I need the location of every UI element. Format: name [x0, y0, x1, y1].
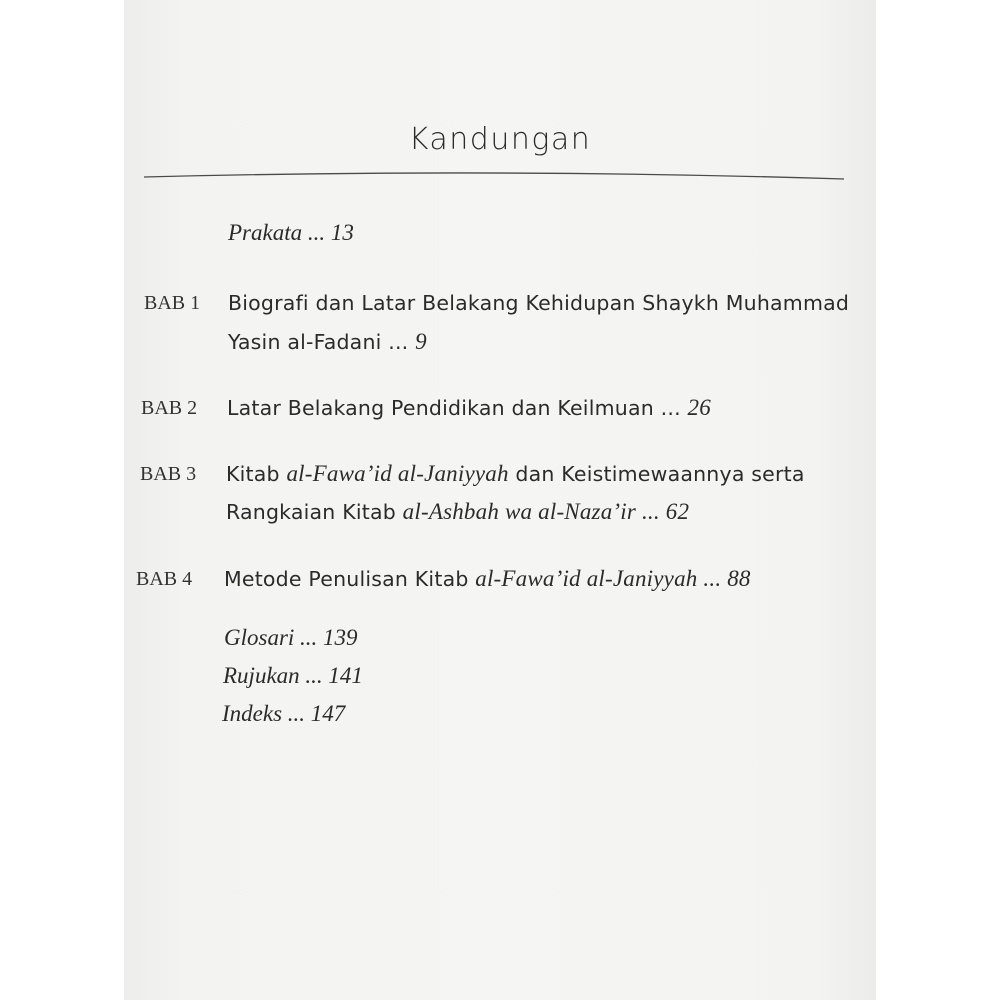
- chapter-label: BAB 2: [141, 397, 198, 419]
- chapter-title-line-1: Biografi dan Latar Belakang Kehidupan Shaykh Muhammad: [228, 291, 850, 315]
- chapter-label: BAB 3: [140, 463, 197, 485]
- title-underline: [144, 170, 844, 182]
- toc-prakata: Prakata ... 13: [228, 220, 354, 245]
- chapter-title-line-1: [226, 456, 805, 492]
- page-title: Kandungan: [408, 122, 592, 157]
- toc-entry-bab-4: [136, 561, 856, 601]
- toc-glosari: Glosari ... 139: [224, 625, 358, 650]
- chapter-title-line-1: [227, 390, 711, 426]
- chapter-title-line-2: [226, 494, 689, 530]
- chapter-label: BAB 4: [136, 568, 193, 590]
- chapter-book-title: al-Fawa’id al-Janiyyah: [286, 461, 509, 486]
- chapter-page-number: 26: [687, 395, 711, 420]
- chapter-title-text: Rangkaian Kitab: [226, 500, 403, 524]
- chapter-book-title-page: al-Fawa’id al-Janiyyah ... 88: [475, 566, 751, 591]
- chapter-title-text: Metode Penulisan Kitab: [224, 567, 476, 591]
- chapter-title-text-a: Kitab: [226, 462, 287, 486]
- chapter-title-text-b: dan Keistimewaannya serta: [508, 462, 805, 486]
- toc-entry-bab-1: [144, 285, 864, 365]
- chapter-label: BAB 1: [144, 292, 201, 314]
- toc-rujukan: Rujukan ... 141: [223, 663, 363, 688]
- chapter-title-line-2: [228, 324, 427, 360]
- chapter-title-text: Yasin al-Fadani ...: [228, 330, 416, 354]
- toc-indeks: Indeks ... 147: [222, 701, 346, 726]
- book-page: [124, 0, 876, 1000]
- toc-entry-bab-2: [141, 390, 861, 430]
- toc-entry-bab-3: [140, 456, 860, 536]
- chapter-title-line-1: [224, 561, 751, 597]
- chapter-book-title-page: al-Ashbah wa al-Naza’ir ... 62: [402, 499, 690, 524]
- chapter-page-number: 9: [415, 329, 427, 354]
- chapter-title-text: Latar Belakang Pendidikan dan Keilmuan ...: [227, 396, 688, 420]
